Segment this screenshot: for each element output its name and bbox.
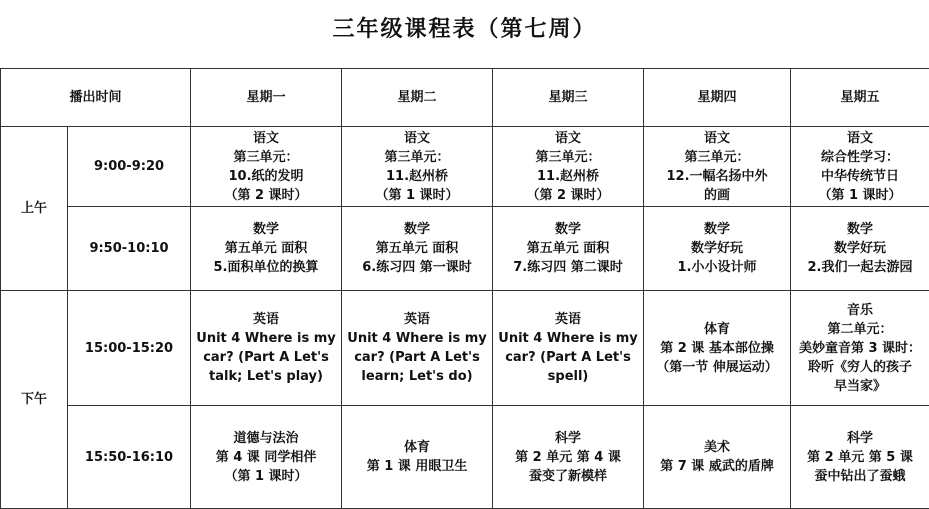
lesson-detail: 11.赵州桥 — [497, 167, 639, 186]
header-day: 星期三 — [493, 69, 644, 127]
lesson-subject: 数学 — [497, 220, 639, 239]
period-label-pm: 下午 — [1, 291, 68, 509]
time-cell: 9:50-10:10 — [68, 207, 191, 291]
header-day: 星期二 — [342, 69, 493, 127]
header-time: 播出时间 — [1, 69, 191, 127]
lesson-detail: （第 1 课时） — [346, 186, 488, 205]
lesson-detail: 第三单元： — [648, 148, 786, 167]
lesson-subject: 科学 — [497, 429, 639, 448]
lesson-detail: Unit 4 Where is my — [497, 329, 639, 348]
lesson-detail: 5.面积单位的换算 — [195, 258, 337, 277]
lesson-subject: 科学 — [795, 429, 925, 448]
time-cell: 15:00-15:20 — [68, 291, 191, 406]
lesson-detail: Unit 4 Where is my — [195, 329, 337, 348]
lesson-subject: 英语 — [195, 310, 337, 329]
lesson-cell — [191, 207, 342, 291]
lesson-cell — [191, 291, 342, 406]
lesson-subject: 数学 — [795, 220, 925, 239]
lesson-subject: 语文 — [195, 129, 337, 148]
lesson-detail: Unit 4 Where is my — [346, 329, 488, 348]
lesson-detail: 6.练习四 第一课时 — [346, 258, 488, 277]
lesson-detail: 数学好玩 — [648, 239, 786, 258]
header-day: 星期五 — [791, 69, 929, 127]
lesson-cell — [644, 406, 791, 509]
table-row — [1, 207, 929, 291]
lesson-detail: 早当家》 — [795, 377, 925, 396]
lesson-detail: 11.赵州桥 — [346, 167, 488, 186]
lesson-detail: 第五单元 面积 — [346, 239, 488, 258]
lesson-subject: 数学 — [648, 220, 786, 239]
lesson-cell — [493, 291, 644, 406]
table-row — [1, 291, 929, 406]
lesson-subject: 语文 — [497, 129, 639, 148]
header-day: 星期一 — [191, 69, 342, 127]
lesson-detail: 第二单元： — [795, 320, 925, 339]
lesson-cell — [493, 127, 644, 207]
table-row — [1, 127, 929, 207]
time-cell: 15:50-16:10 — [68, 406, 191, 509]
lesson-cell — [493, 207, 644, 291]
lesson-detail: 10.纸的发明 — [195, 167, 337, 186]
lesson-subject: 语文 — [795, 129, 925, 148]
lesson-detail: 12.一幅名扬中外 — [648, 167, 786, 186]
lesson-detail: 美妙童音第 3 课时： — [795, 339, 925, 358]
lesson-cell — [791, 207, 929, 291]
lesson-detail: 蚕变了新模样 — [497, 467, 639, 486]
lesson-detail: 第三单元： — [346, 148, 488, 167]
lesson-subject: 体育 — [648, 320, 786, 339]
lesson-subject: 数学 — [195, 220, 337, 239]
lesson-detail: 聆听《穷人的孩子 — [795, 358, 925, 377]
lesson-detail: 的画 — [648, 186, 786, 205]
header-row — [1, 69, 929, 127]
lesson-cell — [342, 127, 493, 207]
lesson-subject: 语文 — [648, 129, 786, 148]
lesson-detail: 第 2 课 基本部位操 — [648, 339, 786, 358]
lesson-cell — [342, 207, 493, 291]
lesson-detail: car? (Part A Let's — [346, 348, 488, 367]
lesson-detail: （第 2 课时） — [497, 186, 639, 205]
lesson-detail: 第五单元 面积 — [497, 239, 639, 258]
lesson-detail: 第 7 课 威武的盾牌 — [648, 457, 786, 476]
lesson-detail: 7.练习四 第二课时 — [497, 258, 639, 277]
lesson-detail: 第五单元 面积 — [195, 239, 337, 258]
lesson-detail: 第 2 单元 第 4 课 — [497, 448, 639, 467]
lesson-subject: 美术 — [648, 438, 786, 457]
lesson-cell — [342, 406, 493, 509]
lesson-detail: spell) — [497, 367, 639, 386]
lesson-cell — [791, 291, 929, 406]
lesson-detail: 2.我们一起去游园 — [795, 258, 925, 277]
lesson-subject: 英语 — [346, 310, 488, 329]
lesson-detail: （第 2 课时） — [195, 186, 337, 205]
lesson-cell — [791, 127, 929, 207]
lesson-detail: 第 4 课 同学相伴 — [195, 448, 337, 467]
lesson-subject: 语文 — [346, 129, 488, 148]
lesson-detail: 蚕中钻出了蚕蛾 — [795, 467, 925, 486]
lesson-cell — [342, 291, 493, 406]
lesson-cell — [644, 291, 791, 406]
lesson-detail: 1.小小设计师 — [648, 258, 786, 277]
lesson-detail: （第 1 课时） — [195, 467, 337, 486]
lesson-cell — [191, 127, 342, 207]
lesson-detail: car? (Part A Let's — [497, 348, 639, 367]
schedule-table — [0, 68, 929, 509]
page-title: 三年级课程表（第七周） — [0, 12, 929, 43]
lesson-cell — [644, 207, 791, 291]
lesson-detail: 第 1 课 用眼卫生 — [346, 457, 488, 476]
lesson-detail: （第一节 伸展运动） — [648, 358, 786, 377]
table-row — [1, 406, 929, 509]
lesson-subject: 道德与法治 — [195, 429, 337, 448]
lesson-cell — [644, 127, 791, 207]
lesson-cell — [493, 406, 644, 509]
lesson-detail: learn; Let's do) — [346, 367, 488, 386]
lesson-detail: car? (Part A Let's — [195, 348, 337, 367]
lesson-detail: 中华传统节日 — [795, 167, 925, 186]
lesson-detail: 综合性学习： — [795, 148, 925, 167]
lesson-detail: 第 2 单元 第 5 课 — [795, 448, 925, 467]
lesson-detail: 第三单元： — [195, 148, 337, 167]
lesson-detail: 第三单元： — [497, 148, 639, 167]
lesson-detail: （第 1 课时） — [795, 186, 925, 205]
lesson-subject: 数学 — [346, 220, 488, 239]
lesson-subject: 体育 — [346, 438, 488, 457]
header-day: 星期四 — [644, 69, 791, 127]
lesson-detail: 数学好玩 — [795, 239, 925, 258]
lesson-detail: talk; Let's play) — [195, 367, 337, 386]
lesson-subject: 英语 — [497, 310, 639, 329]
lesson-cell — [791, 406, 929, 509]
lesson-subject: 音乐 — [795, 301, 925, 320]
time-cell: 9:00-9:20 — [68, 127, 191, 207]
period-label-am: 上午 — [1, 127, 68, 291]
lesson-cell — [191, 406, 342, 509]
